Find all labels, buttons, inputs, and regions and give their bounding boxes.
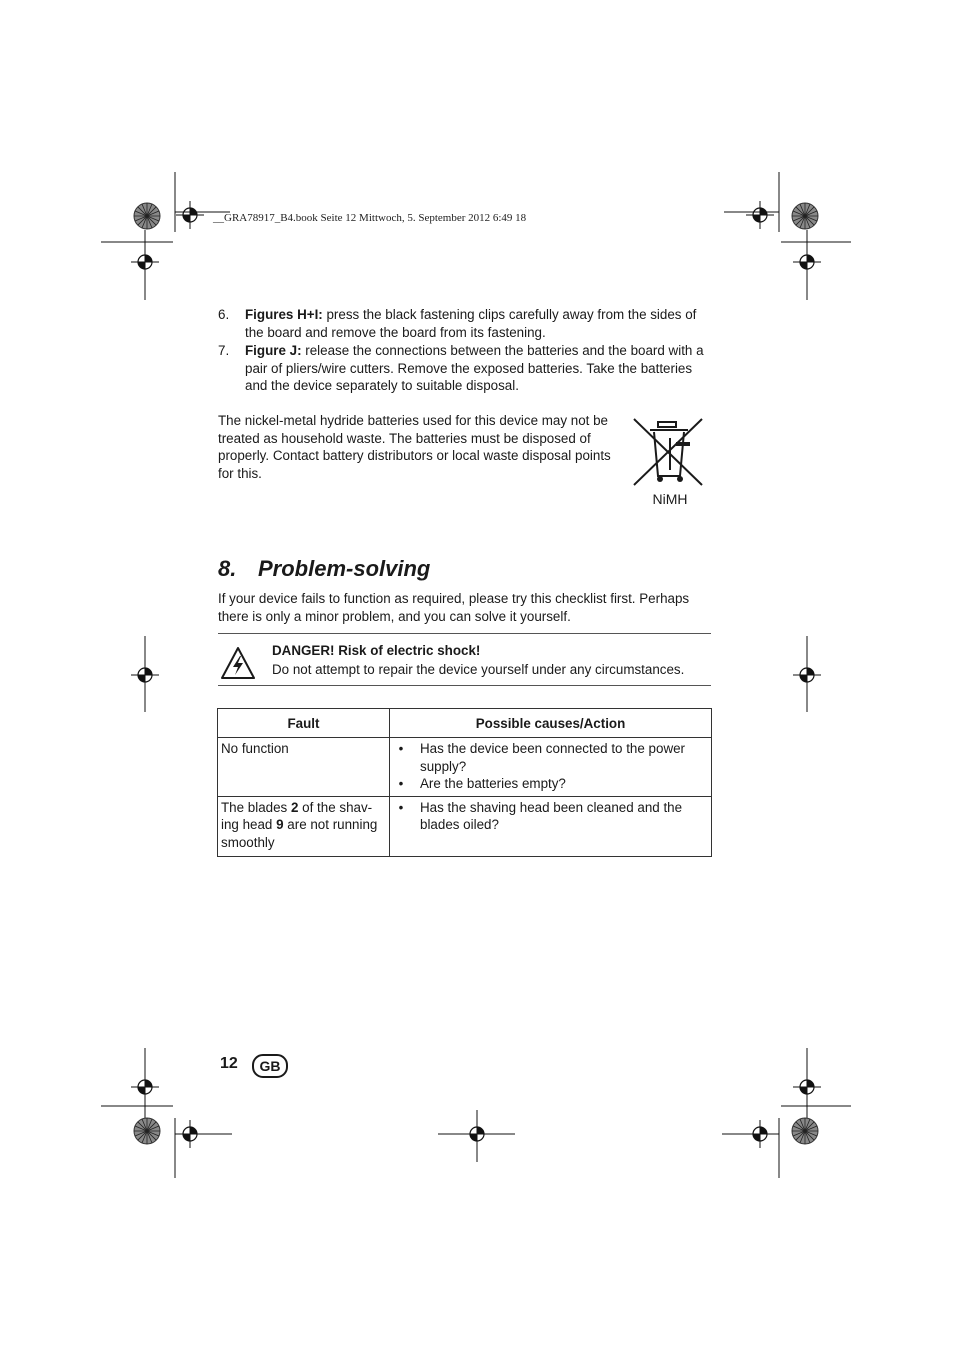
table-row	[218, 738, 712, 797]
list-item: • Are the batteries empty?	[398, 776, 566, 792]
print-file-info: __GRA78917_B4.book Seite 12 Mittwoch, 5. September 2012 6:49 18	[213, 212, 527, 224]
column-header-causes: Possible causes/Action	[390, 709, 712, 738]
causes-cell	[390, 738, 712, 797]
step-text: press the black fastening clips carefully away from the sides of the board and remove the board from its fastening.	[245, 307, 697, 340]
step-title: Figures H+I:	[245, 307, 323, 322]
section-heading	[218, 556, 430, 582]
nimh-label: NiMH	[652, 491, 688, 507]
table-header-row	[218, 709, 712, 738]
table-row	[218, 796, 712, 856]
fault-cell: No function	[218, 738, 390, 797]
step-6	[218, 306, 708, 341]
column-header-fault: Fault	[218, 709, 390, 738]
section-number: 8.	[218, 556, 237, 581]
step-number: 6.	[218, 307, 230, 322]
page-number: 12	[220, 1055, 238, 1072]
danger-text: Do not attempt to repair the device yourself under any circumstances.	[272, 662, 685, 677]
section-title: Problem-solving	[258, 556, 431, 581]
country-badge: GB	[252, 1054, 288, 1078]
danger-notice	[218, 633, 711, 686]
list-item: • Has the device been connected to the power supply?	[398, 741, 686, 774]
section-intro: If your device fails to function as required, please try this checklist first. Perhaps there is only a minor problem, and you can solve it yourself.	[218, 591, 690, 624]
step-number: 7.	[218, 343, 230, 358]
fault-cell: The blades 2 of the shav-ing head 9 are not running smoothly	[218, 796, 390, 856]
list-item: • Has the shaving head been cleaned and the blades oiled?	[398, 799, 683, 833]
step-title: Figure J:	[245, 343, 302, 358]
battery-disposal-text: The nickel-metal hydride batteries used for this device may not be treated as household waste. The batteries must be disposed of properly. Contact battery distributors or local waste disposal points for this.	[218, 413, 611, 481]
step-7	[218, 342, 708, 395]
danger-title: DANGER! Risk of electric shock!	[272, 643, 481, 658]
crossed-out-wheelie-bin-icon	[630, 416, 706, 488]
fault-table	[217, 708, 712, 857]
causes-cell	[390, 796, 712, 856]
step-text: release the connections between the batteries and the board with a pair of pliers/wire cutters. Remove the exposed batteries. Take the batteries and the device separately to suitable disposal.	[245, 343, 704, 394]
high-voltage-warning-icon	[220, 646, 256, 680]
